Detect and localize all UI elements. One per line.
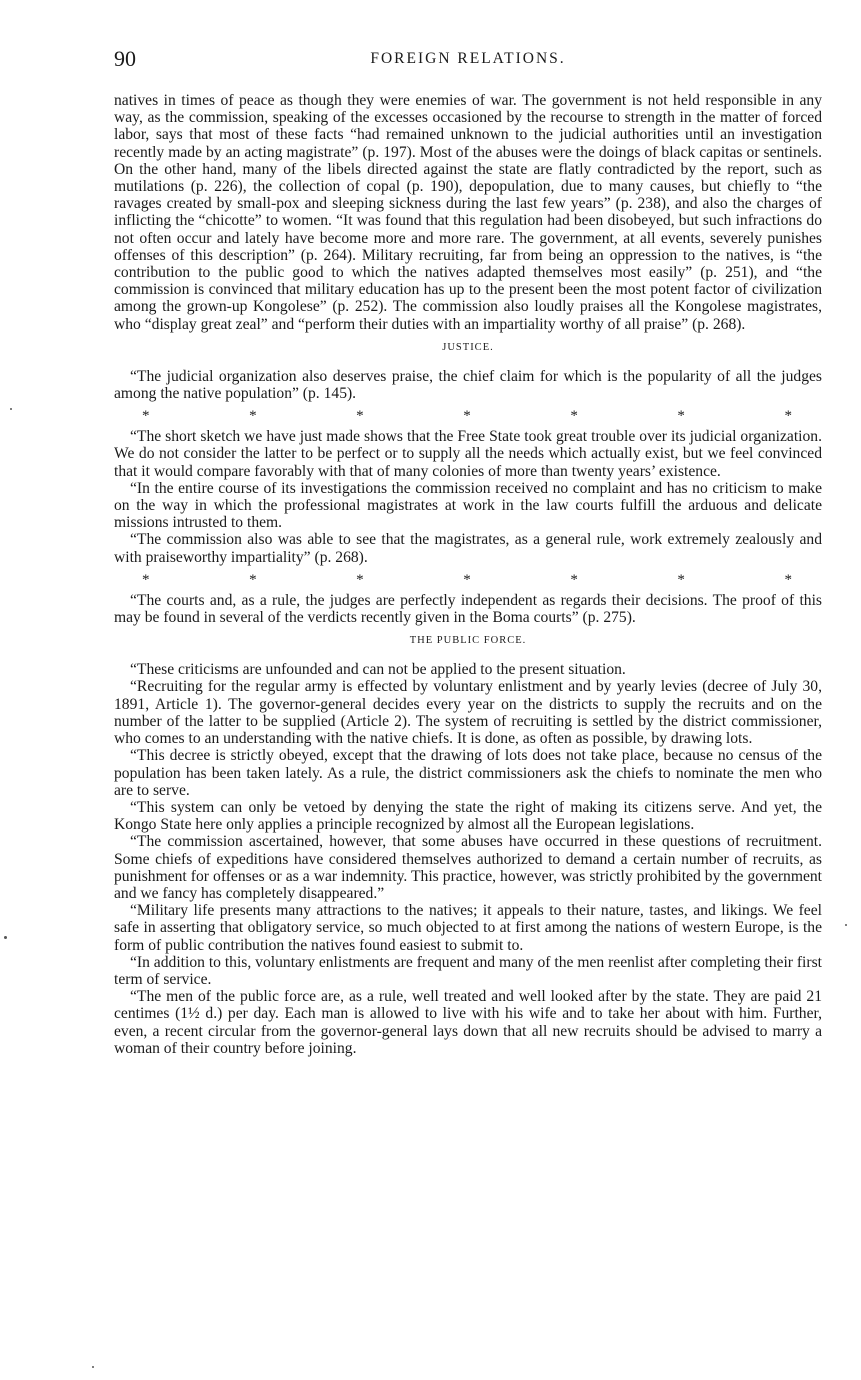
- justice-heading: JUSTICE.: [442, 341, 494, 353]
- scan-speck: [10, 408, 12, 410]
- page-number: 90: [114, 46, 136, 71]
- asterisk: *: [142, 571, 150, 588]
- asterisk: *: [249, 408, 257, 425]
- asterisk: *: [784, 571, 792, 588]
- asterisk-separator-1: [114, 408, 822, 424]
- asterisk: *: [142, 408, 150, 425]
- public-force-paragraph-5: “The commission ascertained, however, that some abuses have occurred in these questions of recruitment. Some chiefs of expeditions have considered themselves authorized to demand a certain number of recruits, as punishment for offenses or as a war indemnity. This practice, however, was strictly prohibited by the government and we fancy has completely disappeared.”: [114, 833, 822, 902]
- running-head: FOREIGN RELATIONS.: [370, 50, 566, 67]
- justice-paragraph-4: “The commission also was able to see that the magistrates, as a general rule, work extremely zealously and with praiseworthy impartiality” (p. 268).: [114, 531, 822, 566]
- scan-speck: [845, 924, 847, 926]
- intro-paragraph: natives in times of peace as though they were enemies of war. The government is not held responsible in any way, as the commission, speaking of the excesses occasioned by the recourse to strength in the matter of forced labor, says that most of these facts “had remained unknown to the judicial authorities until an investigation recently made by an acting magistrate” (p. 197). Most of the abuses were the doings of black capitas or sentinels. On the other hand, many of the libels directed against the state are flatly contradicted by the report, such as mutilations (p. 226), the collection of copal (p. 190), depopulation, due to many causes, but chiefly to “the ravages created by small-pox and sleeping sickness during the last few years” (p. 238), and also the charges of inflicting the “chicotte” to women. “It was found that this regulation had been disobeyed, but such infractions do not often occur and lately have become more and more rare. The government, at all events, severely punishes offenses of this description” (p. 264). Military recruiting, far from being an oppression to the natives, is “the contribution to the public good to which the natives adapted themselves most easily” (p. 251), and “the commission is convinced that military education has up to the present been the most potent factor of civilization among the grown-up Kongolese” (p. 252). The commission also loudly praises all the Kongolese magistrates, who “display great zeal” and “perform their duties with an impartiality worthy of all praise” (p. 268).: [114, 92, 822, 333]
- justice-paragraph-1: “The judicial organization also deserves praise, the chief claim for which is the popularity of all the judges among the native population” (p. 145).: [114, 367, 822, 403]
- asterisk: *: [677, 408, 685, 425]
- asterisk: *: [463, 571, 471, 588]
- scan-speck: [4, 936, 7, 939]
- justice-paragraph-5: “The courts and, as a rule, the judges are perfectly independent as regards their decisions. The proof of this may be found in several of the verdicts recently given in the Boma courts” (p. 275).: [114, 591, 822, 627]
- scan-speck: [92, 1366, 94, 1368]
- justice-paragraph-2: “The short sketch we have just made shows that the Free State took great trouble over its judicial organization. We do not consider the latter to be perfect or to supply all the needs which actually exist, but we feel convinced that it would compare favorably with that of many colonies of more than twenty years’ existence.: [114, 428, 822, 480]
- asterisk: *: [356, 408, 364, 425]
- public-force-paragraph-7: “In addition to this, voluntary enlistments are frequent and many of the men reenlist after completing their first term of service.: [114, 953, 822, 988]
- public-force-paragraph-3: “This decree is strictly obeyed, except that the drawing of lots does not take place, because no census of the population has been taken lately. As a rule, the district commissioners ask the chiefs to nominate the men who are to serve.: [114, 747, 822, 799]
- asterisk-separator-2: [114, 572, 822, 588]
- public-force-paragraph-8: “The men of the public force are, as a rule, well treated and well looked after by the state. They are paid 21 centimes (1½ d.) per day. Each man is allowed to live with his wife and to take her about with him. Further, even, a recent circular from the governor-general lays down that all new recruits should be advised to marry a woman of their country before joining.: [114, 988, 822, 1057]
- asterisk: *: [570, 571, 578, 588]
- public-force-heading: THE PUBLIC FORCE.: [409, 635, 527, 647]
- asterisk: *: [463, 408, 471, 425]
- asterisk: *: [784, 408, 792, 425]
- page-body: [114, 92, 822, 1057]
- public-force-paragraph-6: “Military life presents many attractions to the natives; it appeals to their nature, tastes, and likings. We feel safe in asserting that obligatory service, so much objected to at first among the nations of western Europe, is the form of public contribution the natives found easiest to submit to.: [114, 902, 822, 954]
- public-force-paragraph-1: “These criticisms are unfounded and can not be applied to the present situation.: [130, 661, 626, 679]
- asterisk: *: [677, 571, 685, 588]
- asterisk: *: [356, 571, 364, 588]
- public-force-paragraph-4: “This system can only be vetoed by denying the state the right of making its citizens serve. And yet, the Kongo State here only applies a principle recognized by almost all the European legislations.: [114, 798, 822, 834]
- asterisk: *: [249, 571, 257, 588]
- page-header: [114, 46, 822, 74]
- justice-paragraph-3: “In the entire course of its investigations the commission received no complaint and has no criticism to make on the way in which the professional magistrates at work in the law courts fulfill the arduous and delicate missions intrusted to them.: [114, 479, 822, 532]
- asterisk: *: [570, 408, 578, 425]
- public-force-paragraph-2: “Recruiting for the regular army is effected by voluntary enlistment and by yearly levies (decree of July 30, 1891, Article 1). The governor-general decides every year on the districts to supply the recruits and on the number of the latter to be supplied (Article 2). The system of recruiting is settled by the district commissioner, who comes to an understanding with the native chiefs. It is done, as often as possible, by drawing lots.: [114, 678, 822, 748]
